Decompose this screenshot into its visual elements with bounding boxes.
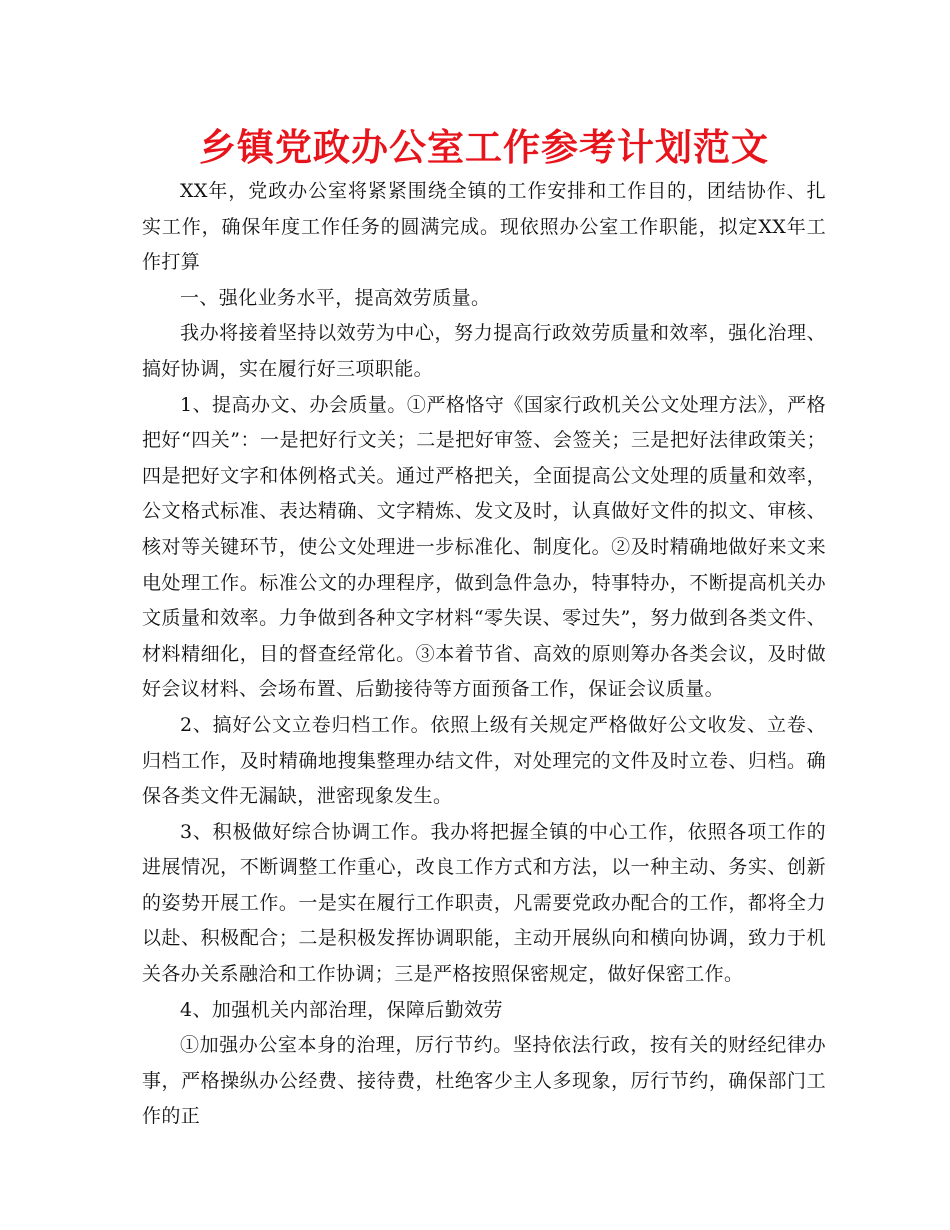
document-title: 乡镇党政办公室工作参考计划范文: [199, 126, 769, 169]
paragraph-intro: XX年，党政办公室将紧紧围绕全镇的工作安排和工作目的，团结协作、扎实工作，确保年度工作任务的圆满完成。现依照办公室工作职能，拟定XX年工作打算: [142, 180, 826, 274]
section-heading-1: 一、强化业务水平，提高效劳质量。: [180, 286, 491, 309]
document-page: [142, 122, 826, 1135]
paragraph-item-3: 3、积极做好综合协调工作。我办将把握全镇的中心工作，依照各项工作的进展情况，不断调整工作重心，改良工作方式和方法，以一种主动、务实、创新的姿势开展工作。一是实在履行工作职责，凡需要党政办配合的工作，都将全力以赴、积极配合；二是积极发挥协调职能，主动开展纵向和横向协调，致力于机关各办关系融洽和工作协调；三是严格按照保密规定，做好保密工作。: [142, 820, 826, 986]
paragraph-section-1: 我办将接着坚持以效劳为中心，努力提高行政效劳质量和效率，强化治理、搞好协调，实在履行好三项职能。: [142, 322, 826, 380]
paragraph-item-2: 2、搞好公文立卷归档工作。依照上级有关规定严格做好公文收发、立卷、归档工作，及时精确地搜集整理办结文件，对处理完的文件及时立卷、归档。确保各类文件无漏缺，泄密现象发生。: [142, 713, 826, 808]
paragraph-item-4-heading: 4、加强机关内部治理，保障后勤效劳: [180, 998, 503, 1021]
paragraph-item-1: 1、提高办文、办会质量。①严格恪守《国家行政机关公文处理方法》，严格把好“四关”：一是把好行文关；二是把好审签、会签关；三是把好法律政策关；四是把好文字和体例格式关。通过严格把关，全面提高公文处理的质量和效率，公文格式标准、表达精确、文字精炼、发文及时，认真做好文件的拟文、审核、核对等关键环节，使公文处理进一步标准化、制度化。②及时精确地做好来文来电处理工作。标准公文的办理程序，做到急件急办，特事特办，不断提高机关办文质量和效率。力争做到各种文字材料“零失误、零过失”，努力做到各类文件、材料精细化，目的督查经常化。③本着节省、高效的原则筹办各类会议，及时做好会议材料、会场布置、后勤接待等方面预备工作，保证会议质量。: [142, 393, 826, 701]
paragraph-item-4-detail: ①加强办公室本身的治理，厉行节约。坚持依法行政，按有关的财经纪律办事，严格操纵办公经费、接待费，杜绝客少主人多现象，厉行节约，确保部门工作的正: [142, 1034, 826, 1128]
